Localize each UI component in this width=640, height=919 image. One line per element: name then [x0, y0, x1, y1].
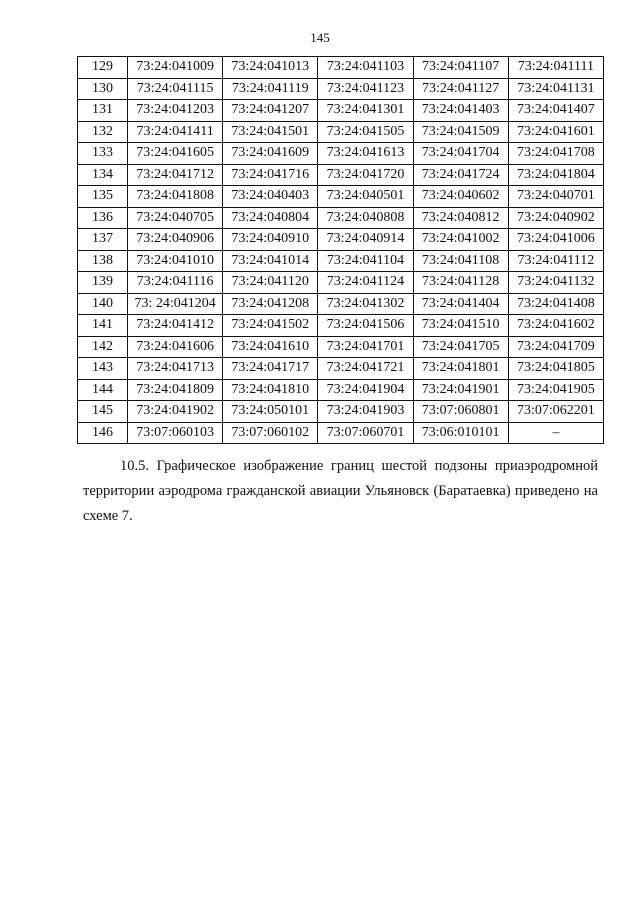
cadastral-number-cell: 73:24:041103	[318, 57, 413, 79]
cadastral-number-cell: 73:24:040804	[223, 207, 318, 229]
cadastral-number-cell: 73:24:041203	[128, 100, 223, 122]
cadastral-number-cell: 73:24:041107	[413, 57, 508, 79]
cadastral-number-cell: 73:24:041128	[413, 272, 508, 294]
cadastral-number-cell: 73:24:041905	[508, 379, 603, 401]
cadastral-number-cell: 73:24:040906	[128, 229, 223, 251]
cadastral-number-cell: 73:24:041701	[318, 336, 413, 358]
cadastral-number-cell: 73:24:040403	[223, 186, 318, 208]
table-body	[78, 57, 604, 444]
cadastral-number-cell: 73:24:040501	[318, 186, 413, 208]
table-row	[78, 272, 604, 294]
row-number-cell: 133	[78, 143, 128, 165]
cadastral-numbers-table	[77, 56, 604, 444]
row-number-cell: 130	[78, 78, 128, 100]
cadastral-number-cell: 73:24:041605	[128, 143, 223, 165]
cadastral-number-cell: 73:24:040812	[413, 207, 508, 229]
cadastral-number-cell: 73:24:040902	[508, 207, 603, 229]
cadastral-number-cell: 73:24:041302	[318, 293, 413, 315]
cadastral-number-cell: 73:24:041412	[128, 315, 223, 337]
table-row	[78, 78, 604, 100]
table-row	[78, 57, 604, 79]
cadastral-number-cell: 73:07:060102	[223, 422, 318, 444]
cadastral-number-cell: 73:24:041403	[413, 100, 508, 122]
table-row	[78, 293, 604, 315]
cadastral-number-cell: 73:24:041104	[318, 250, 413, 272]
cadastral-number-cell: 73:07:060103	[128, 422, 223, 444]
cadastral-number-cell: 73:24:041809	[128, 379, 223, 401]
body-paragraph: 10.5. Графическое изображение границ шестой подзоны приаэродромной территории аэродрома гражданской авиации Ульяновск (Баратаевка) приведено на схеме 7.	[83, 458, 598, 524]
table-row	[78, 336, 604, 358]
cadastral-number-cell: 73:24:041411	[128, 121, 223, 143]
row-number-cell: 140	[78, 293, 128, 315]
page-number: 145	[310, 30, 330, 45]
cadastral-number-cell: 73:24:041006	[508, 229, 603, 251]
table-row	[78, 422, 604, 444]
cadastral-number-cell: 73:24:041505	[318, 121, 413, 143]
cadastral-number-cell: 73:24:041116	[128, 272, 223, 294]
row-number-cell: 135	[78, 186, 128, 208]
cadastral-number-cell: 73:24:041602	[508, 315, 603, 337]
row-number-cell: 141	[78, 315, 128, 337]
table-row	[78, 164, 604, 186]
cadastral-number-cell: 73:24:041115	[128, 78, 223, 100]
cadastral-number-cell: 73:24:041108	[413, 250, 508, 272]
row-number-cell: 146	[78, 422, 128, 444]
cadastral-number-cell: 73:24:041002	[413, 229, 508, 251]
cadastral-number-cell: 73:24:041501	[223, 121, 318, 143]
cadastral-number-cell: 73:24:041407	[508, 100, 603, 122]
cadastral-number-cell: 73:24:041119	[223, 78, 318, 100]
cadastral-number-cell: 73:24:041013	[223, 57, 318, 79]
cadastral-number-cell: 73:24:041712	[128, 164, 223, 186]
cadastral-number-cell: 73:24:041404	[413, 293, 508, 315]
cadastral-number-cell: 73:24:041127	[413, 78, 508, 100]
cadastral-number-cell: 73:24:041301	[318, 100, 413, 122]
table-row	[78, 207, 604, 229]
cadastral-number-cell: 73:24:041903	[318, 401, 413, 423]
table-row	[78, 186, 604, 208]
row-number-cell: 145	[78, 401, 128, 423]
cadastral-number-cell: 73:24:040808	[318, 207, 413, 229]
cadastral-number-cell: 73:24:041708	[508, 143, 603, 165]
table-row	[78, 229, 604, 251]
table-row	[78, 358, 604, 380]
cadastral-number-cell: 73:24:041506	[318, 315, 413, 337]
cadastral-number-cell: 73:24:040705	[128, 207, 223, 229]
cadastral-number-cell: 73:24:041804	[508, 164, 603, 186]
cadastral-number-cell: 73:24:041705	[413, 336, 508, 358]
cadastral-number-cell: 73:24:040602	[413, 186, 508, 208]
cadastral-number-cell: 73:24:041502	[223, 315, 318, 337]
row-number-cell: 134	[78, 164, 128, 186]
cadastral-number-cell: 73:07:062201	[508, 401, 603, 423]
row-number-cell: 144	[78, 379, 128, 401]
cadastral-number-cell: 73:24:041123	[318, 78, 413, 100]
table-row	[78, 401, 604, 423]
cadastral-number-cell: 73:24:041901	[413, 379, 508, 401]
row-number-cell: 139	[78, 272, 128, 294]
cadastral-number-cell: 73:24:041124	[318, 272, 413, 294]
cadastral-number-cell: 73:24:041510	[413, 315, 508, 337]
row-number-cell: 138	[78, 250, 128, 272]
cadastral-number-cell: 73:24:041132	[508, 272, 603, 294]
row-number-cell: 131	[78, 100, 128, 122]
table-row	[78, 250, 604, 272]
row-number-cell: 136	[78, 207, 128, 229]
cadastral-number-cell: 73:24:041111	[508, 57, 603, 79]
cadastral-number-cell: 73:24:041709	[508, 336, 603, 358]
cadastral-number-cell: 73:24:041408	[508, 293, 603, 315]
cadastral-number-cell: 73:24:041014	[223, 250, 318, 272]
cadastral-number-cell: 73:24:041610	[223, 336, 318, 358]
cadastral-number-cell: 73:24:041120	[223, 272, 318, 294]
cadastral-number-cell: 73:24:041808	[128, 186, 223, 208]
cadastral-number-cell: 73:24:041717	[223, 358, 318, 380]
cadastral-number-cell: 73:24:041613	[318, 143, 413, 165]
table-row	[78, 379, 604, 401]
cadastral-number-cell: 73:07:060801	[413, 401, 508, 423]
cadastral-number-cell: 73: 24:041204	[128, 293, 223, 315]
table-row	[78, 315, 604, 337]
row-number-cell: 137	[78, 229, 128, 251]
cadastral-number-cell: 73:24:041904	[318, 379, 413, 401]
row-number-cell: 142	[78, 336, 128, 358]
cadastral-number-cell: 73:24:041010	[128, 250, 223, 272]
row-number-cell: 129	[78, 57, 128, 79]
table-row	[78, 121, 604, 143]
cadastral-number-cell: 73:24:041207	[223, 100, 318, 122]
cadastral-number-cell: 73:24:041131	[508, 78, 603, 100]
cadastral-number-cell: 73:24:040701	[508, 186, 603, 208]
cadastral-number-cell: 73:24:041721	[318, 358, 413, 380]
cadastral-number-cell: –	[508, 422, 603, 444]
cadastral-number-cell: 73:24:041801	[413, 358, 508, 380]
cadastral-number-cell: 73:24:041208	[223, 293, 318, 315]
cadastral-number-cell: 73:24:041009	[128, 57, 223, 79]
cadastral-number-cell: 73:24:041509	[413, 121, 508, 143]
cadastral-number-cell: 73:24:041609	[223, 143, 318, 165]
cadastral-number-cell: 73:24:041713	[128, 358, 223, 380]
cadastral-number-cell: 73:24:041724	[413, 164, 508, 186]
cadastral-number-cell: 73:24:041902	[128, 401, 223, 423]
cadastral-number-cell: 73:24:041601	[508, 121, 603, 143]
cadastral-number-cell: 73:24:041810	[223, 379, 318, 401]
cadastral-number-cell: 73:24:041720	[318, 164, 413, 186]
cadastral-number-cell: 73:24:041606	[128, 336, 223, 358]
table-row	[78, 143, 604, 165]
row-number-cell: 132	[78, 121, 128, 143]
cadastral-number-cell: 73:24:050101	[223, 401, 318, 423]
cadastral-number-cell: 73:07:060701	[318, 422, 413, 444]
cadastral-number-cell: 73:06:010101	[413, 422, 508, 444]
cadastral-number-cell: 73:24:041805	[508, 358, 603, 380]
cadastral-number-cell: 73:24:040914	[318, 229, 413, 251]
cadastral-number-cell: 73:24:041112	[508, 250, 603, 272]
cadastral-number-cell: 73:24:041704	[413, 143, 508, 165]
table-row	[78, 100, 604, 122]
cadastral-number-cell: 73:24:041716	[223, 164, 318, 186]
cadastral-number-cell: 73:24:040910	[223, 229, 318, 251]
row-number-cell: 143	[78, 358, 128, 380]
